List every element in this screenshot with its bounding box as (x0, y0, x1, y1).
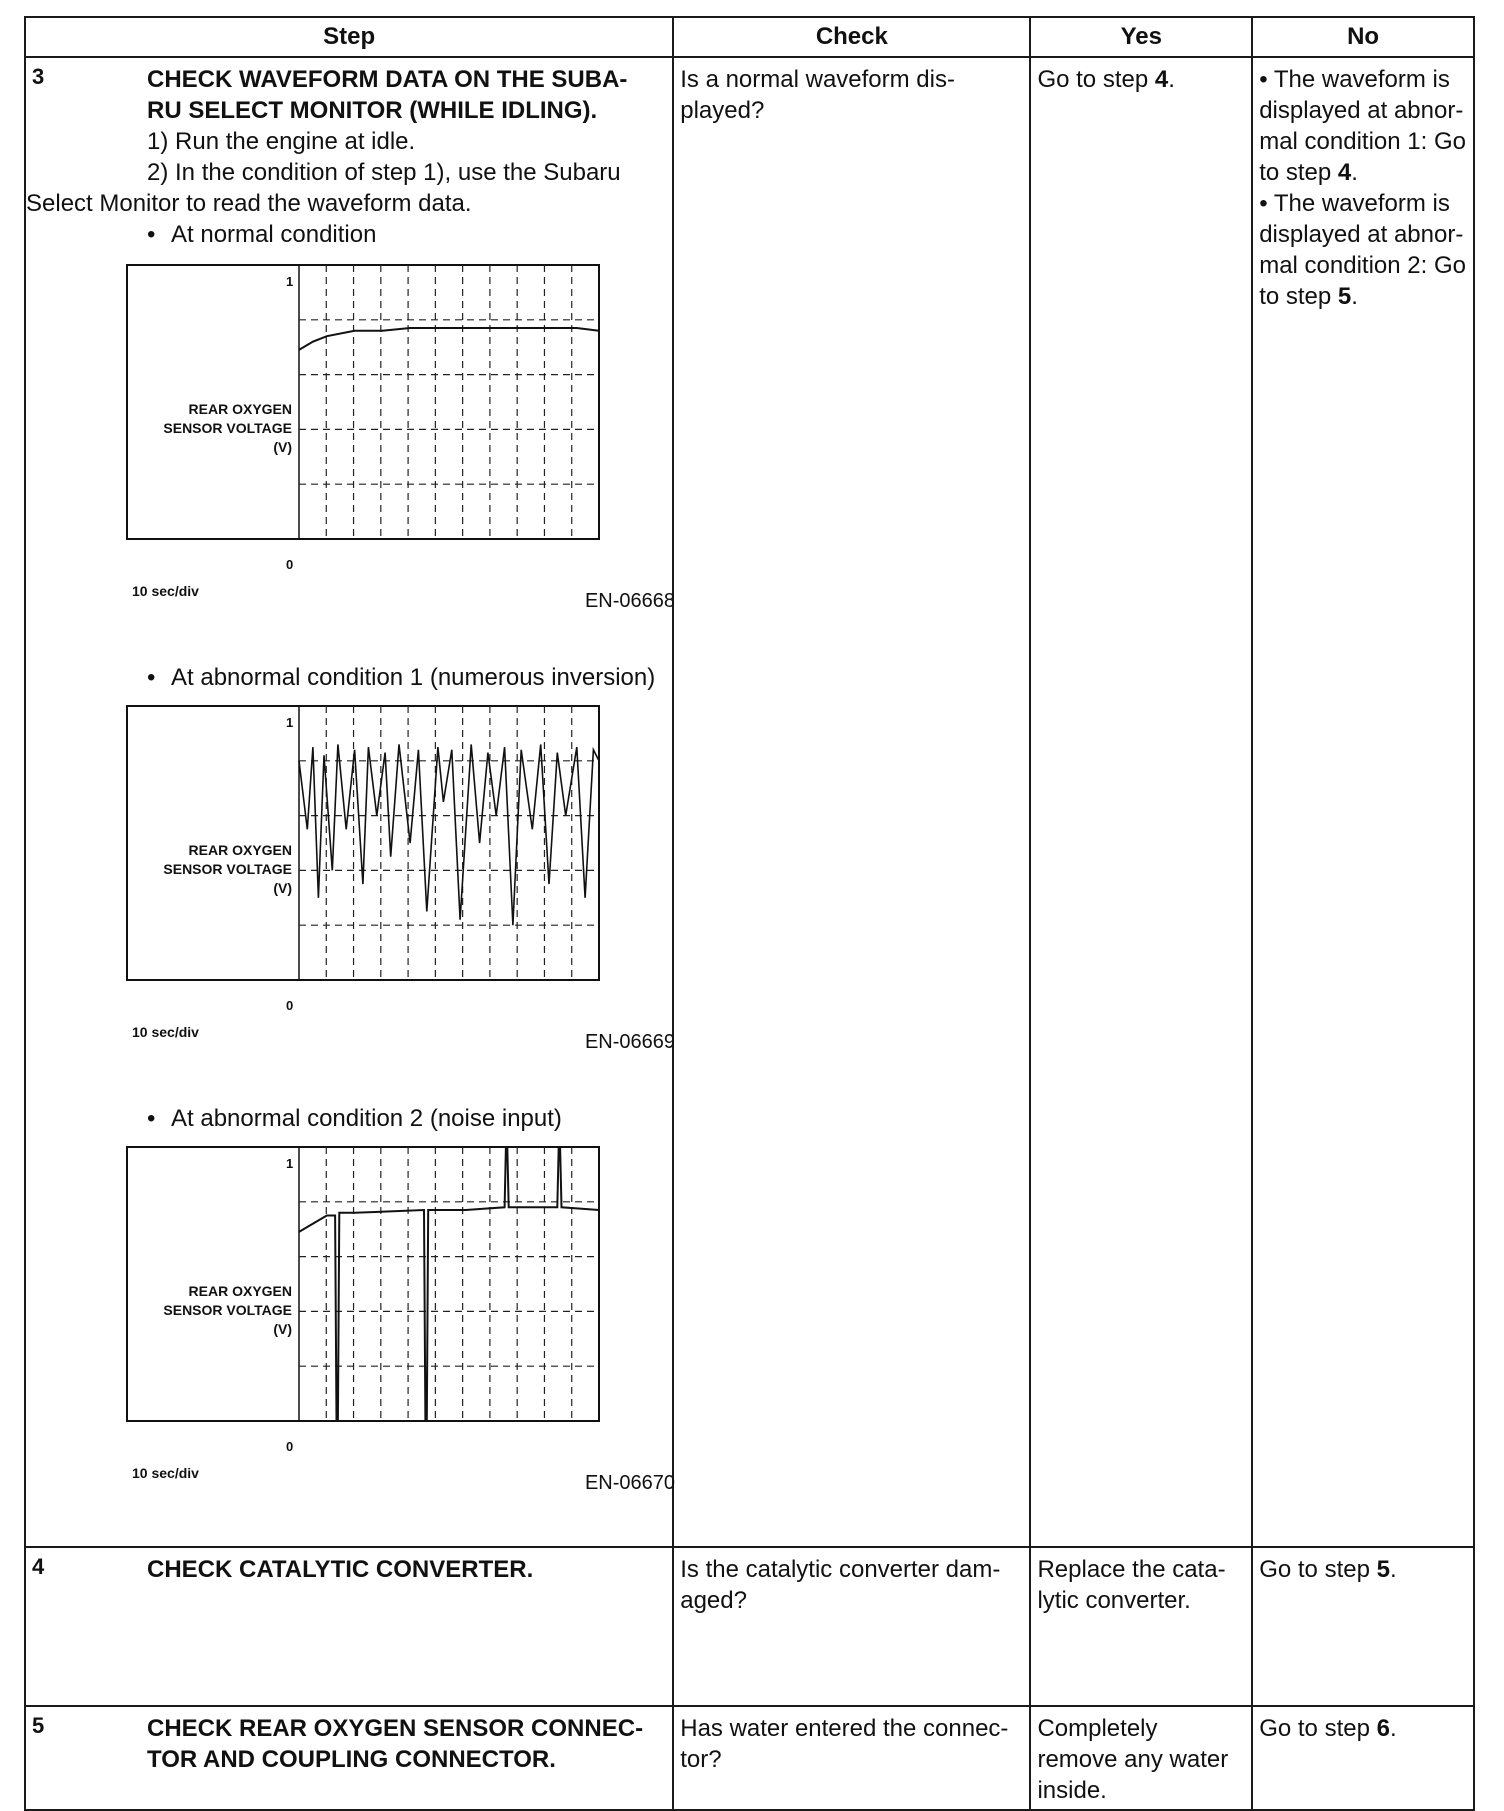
figure-id: EN-06668 (584, 590, 675, 612)
y-axis-label-line: SENSOR VOLTAGE (163, 861, 292, 877)
no-text-prefix: to step (1259, 159, 1338, 186)
yes-cell-5 (1030, 1706, 1252, 1810)
y-axis-label (140, 1282, 292, 1339)
no-text-line: mal condition 2: Go (1259, 252, 1466, 279)
y-tick-bottom: 0 (286, 998, 294, 1013)
yes-text-line: inside. (1037, 1777, 1107, 1804)
bullet-normal (147, 219, 672, 250)
step-title-line: RU SELECT MONITOR (WHILE IDLING). (147, 97, 598, 124)
waveform-line (299, 328, 599, 350)
y-axis-label-line: SENSOR VOLTAGE (163, 1302, 292, 1318)
step-row-3 (25, 57, 1474, 1547)
y-axis-label-line: SENSOR VOLTAGE (163, 420, 292, 436)
step-cell-5 (25, 1706, 673, 1810)
check-cell-5 (673, 1706, 1030, 1810)
no-text-line: • The waveform is (1259, 190, 1450, 217)
check-text-line: tor? (680, 1746, 722, 1773)
header-row (25, 17, 1474, 57)
step-number: 3 (32, 64, 45, 89)
step-cell-3 (25, 57, 673, 1547)
waveform-figure (126, 1146, 675, 1494)
yes-text-line: remove any water (1037, 1746, 1229, 1773)
header-yes: Yes (1030, 17, 1252, 57)
no-text (1253, 1548, 1473, 1585)
header-check: Check (673, 17, 1030, 57)
no-text-prefix: Go to step (1259, 1556, 1377, 1583)
substep-2-line: 2) In the condition of step 1), use the Subaru (147, 159, 621, 186)
no-cell-4 (1252, 1547, 1474, 1706)
bullet-abnormal-1 (147, 662, 672, 693)
no-text-suffix: . (1351, 159, 1358, 186)
y-axis-label-line: (V) (273, 439, 292, 455)
y-tick-bottom: 0 (286, 557, 294, 572)
bullet-text: At abnormal condition 1 (numerous inversion) (171, 664, 656, 691)
no-text-line: displayed at abnor- (1259, 97, 1464, 124)
y-axis-label-line: (V) (273, 880, 292, 896)
step-row-5 (25, 1706, 1474, 1810)
step-title: CHECK CATALYTIC CONVERTER. (147, 1556, 534, 1583)
y-tick-top: 1 (286, 715, 294, 730)
y-tick-top: 1 (286, 274, 294, 289)
no-text-line (1259, 157, 1467, 188)
check-text-line: Is a normal waveform dis- (680, 66, 955, 93)
y-axis-label (140, 400, 292, 457)
no-text-suffix: . (1351, 283, 1358, 310)
step-cell-4 (25, 1547, 673, 1706)
no-text (1253, 1707, 1473, 1744)
step-link-4[interactable]: 4 (1337, 159, 1352, 186)
substep-1: 1) Run the engine at idle. (147, 128, 416, 155)
no-text-suffix: . (1389, 1715, 1397, 1742)
no-cell-5 (1252, 1706, 1474, 1810)
y-axis-label (140, 841, 292, 898)
header-step: Step (25, 17, 673, 57)
yes-text-suffix: . (1168, 66, 1175, 93)
x-axis-unit: 10 sec/div (132, 1024, 199, 1040)
x-axis-unit: 10 sec/div (132, 583, 199, 599)
no-text-line: mal condition 1: Go (1259, 128, 1466, 155)
step-title-line: TOR AND COUPLING CONNECTOR. (147, 1746, 556, 1773)
check-text-line: played? (680, 97, 765, 124)
waveform-line (299, 744, 599, 925)
x-axis-unit: 10 sec/div (132, 1465, 199, 1481)
bullet-text: At normal condition (171, 221, 377, 248)
step-row-4 (25, 1547, 1474, 1706)
substep-2-line: Select Monitor to read the waveform data. (26, 190, 472, 217)
step-number: 4 (32, 1554, 45, 1579)
y-axis-label-line: REAR OXYGEN (188, 1283, 292, 1299)
bullet-glyph: • (147, 1105, 156, 1132)
y-axis-label-line: REAR OXYGEN (188, 401, 292, 417)
bullet-text: At abnormal condition 2 (noise input) (171, 1105, 562, 1132)
bullet-glyph: • (147, 221, 156, 248)
yes-text-line: Completely (1037, 1715, 1158, 1742)
waveform-figure (126, 264, 675, 612)
no-text-prefix: to step (1259, 283, 1338, 310)
waveform-figure (126, 705, 675, 1053)
check-text-line: Is the catalytic converter dam- (680, 1556, 1001, 1583)
step-link-5[interactable]: 5 (1337, 283, 1352, 310)
no-text-line: displayed at abnor- (1259, 221, 1464, 248)
yes-cell-3 (1030, 57, 1252, 1547)
step-link-6[interactable]: 6 (1376, 1715, 1390, 1742)
bullet-glyph: • (147, 664, 156, 691)
y-axis-label-line: REAR OXYGEN (188, 842, 292, 858)
no-text-line: • The waveform is (1259, 66, 1450, 93)
bullet-abnormal-2 (147, 1103, 672, 1134)
step-title-line: CHECK REAR OXYGEN SENSOR CONNEC- (147, 1715, 644, 1742)
no-text-line (1259, 281, 1467, 312)
check-cell-4 (673, 1547, 1030, 1706)
check-text-line: aged? (680, 1587, 747, 1614)
y-tick-top: 1 (286, 1156, 294, 1171)
check-cell-3 (673, 57, 1030, 1547)
waveform-line (299, 1147, 599, 1421)
yes-text-line: lytic converter. (1037, 1587, 1191, 1614)
step-link-5[interactable]: 5 (1376, 1556, 1390, 1583)
y-tick-bottom: 0 (286, 1439, 294, 1454)
step-link-4[interactable]: 4 (1154, 66, 1169, 93)
step-title-line: CHECK WAVEFORM DATA ON THE SUBA- (147, 66, 628, 93)
no-cell-3 (1252, 57, 1474, 1547)
no-text-prefix: Go to step (1259, 1715, 1377, 1742)
check-text-line: Has water entered the connec- (680, 1715, 1009, 1742)
diagnostic-table (24, 16, 1475, 1811)
yes-cell-4 (1030, 1547, 1252, 1706)
figure-id: EN-06669 (584, 1031, 675, 1053)
y-axis-label-line: (V) (273, 1321, 292, 1337)
header-no: No (1252, 17, 1474, 57)
no-text-suffix: . (1389, 1556, 1397, 1583)
step-number: 5 (32, 1713, 45, 1738)
figure-id: EN-06670 (584, 1472, 675, 1494)
yes-text-line: Replace the cata- (1037, 1556, 1226, 1583)
yes-text (1031, 58, 1251, 95)
yes-text-prefix: Go to step (1037, 66, 1155, 93)
